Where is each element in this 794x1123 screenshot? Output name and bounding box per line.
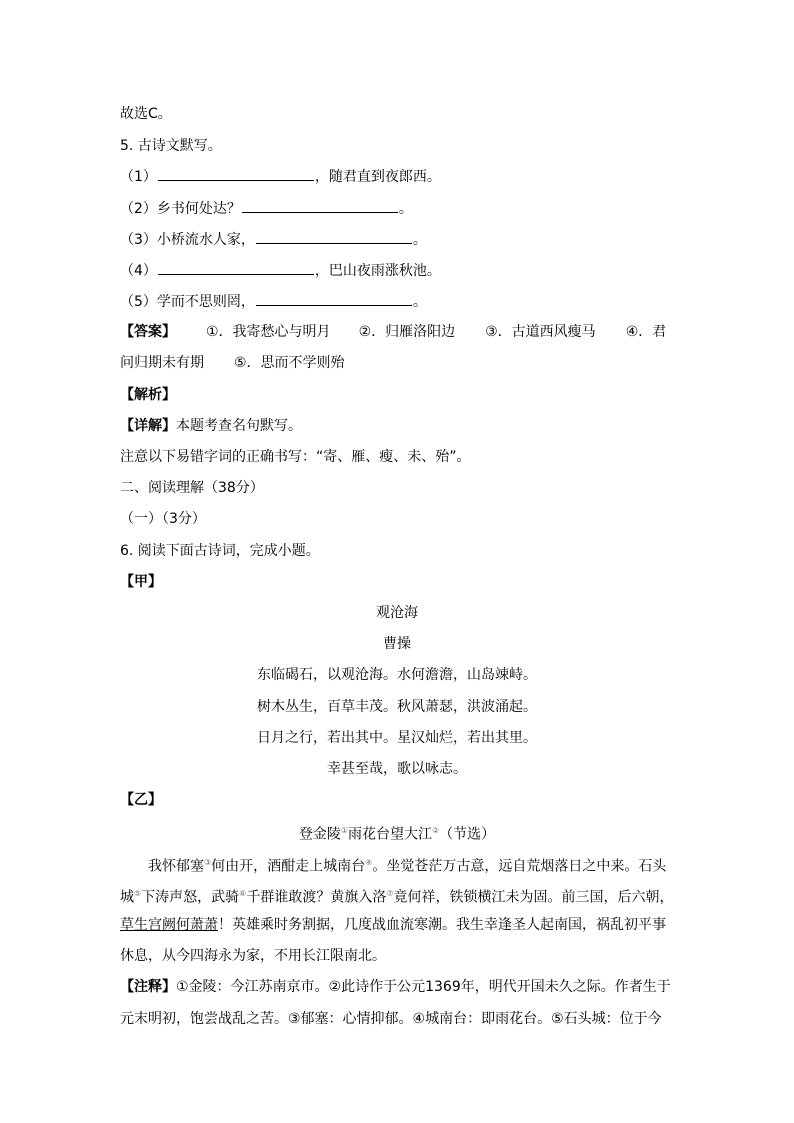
subsection-1-title: （一）（3分） [120,511,206,527]
q4-conclusion: 故选C。 [120,106,172,122]
label-yi: 【乙】 [120,792,162,808]
section-2-title: 二、阅读理解（38分） [120,480,264,496]
q5-item-5: （5）学而不思则罔， 。 [120,294,427,310]
notes-line-2: 元末明初，饱尝战乱之苦。③郁塞：心情抑郁。④城南台：即雨花台。⑤石头城：位于今 [120,1011,662,1027]
poem2-line-3: 草生宫阙何萧萧！英雄乘时务割据，几度战血流寒潮。我生幸逢圣人起南国，祸乱初平事 [120,917,666,933]
spelling-note: 注意以下易错字词的正确书写：“寄、雁、瘦、未、殆”。 [120,449,471,465]
answer-blank [158,261,314,275]
poem1-line-4: 幸甚至哉，歌以咏志。 [327,761,467,777]
detail: 【详解】本题考查名句默写。 [120,418,302,434]
poem1-title: 观沧海 [376,605,418,621]
notes-line-1: 【注释】①金陵：今江苏南京市。②此诗作于公元1369年，明代开国未久之际。作者生于 [120,979,671,995]
poem2-line-4: 休息，从今四海永为家，不用长江限南北。 [120,948,386,964]
answer-blank [256,230,412,244]
poem1-author: 曹操 [383,636,411,652]
answer-blank [242,199,398,213]
q5-title: 5. 古诗文默写。 [120,138,222,154]
poem1-line-2: 树木丛生，百草丰茂。秋风萧瑟，洪波涌起。 [257,699,537,715]
q5-item-4: （4） ，巴山夜雨涨秋池。 [120,263,441,279]
answer-blank [256,292,412,306]
q5-answer: 【答案】 ①．我寄愁心与明月 ②．归雁洛阳边 ③．古道西风瘦马 ④．君 [120,324,667,340]
poem2-line-1: 我怀郁塞③何由开，酒酣走上城南台④。坐觉苍茫万古意，远自荒烟落日之中来。石头 [148,858,667,875]
poem1-line-3: 日月之行，若出其中。星汉灿烂，若出其里。 [257,730,537,746]
q5-item-2: （2）乡书何处达？ 。 [120,201,413,217]
underlined-phrase: 草生宫阙何萧萧 [120,917,218,933]
label-jia: 【甲】 [120,574,162,590]
analysis-label: 【解析】 [120,387,176,403]
q5-answer-cont: 问归期未有期 ⑤．思而不学则殆 [120,355,345,371]
poem2-line-2: 城⑤下涛声怒，武骑⑥千群谁敢渡？黄旗入洛⑦竟何祥，铁锁横江未为固。前三国，后六朝， [120,889,674,906]
poem2-title: 登金陵①雨花台望大江②（节选） [298,826,496,843]
answer-blank [158,167,314,181]
q5-item-3: （3）小桥流水人家， 。 [120,232,427,248]
poem1-line-1: 东临碣石，以观沧海。水何澹澹，山岛竦峙。 [257,667,537,683]
q6-title: 6. 阅读下面古诗词，完成小题。 [120,543,320,559]
q5-item-1: （1） ，随君直到夜郎西。 [120,169,441,185]
